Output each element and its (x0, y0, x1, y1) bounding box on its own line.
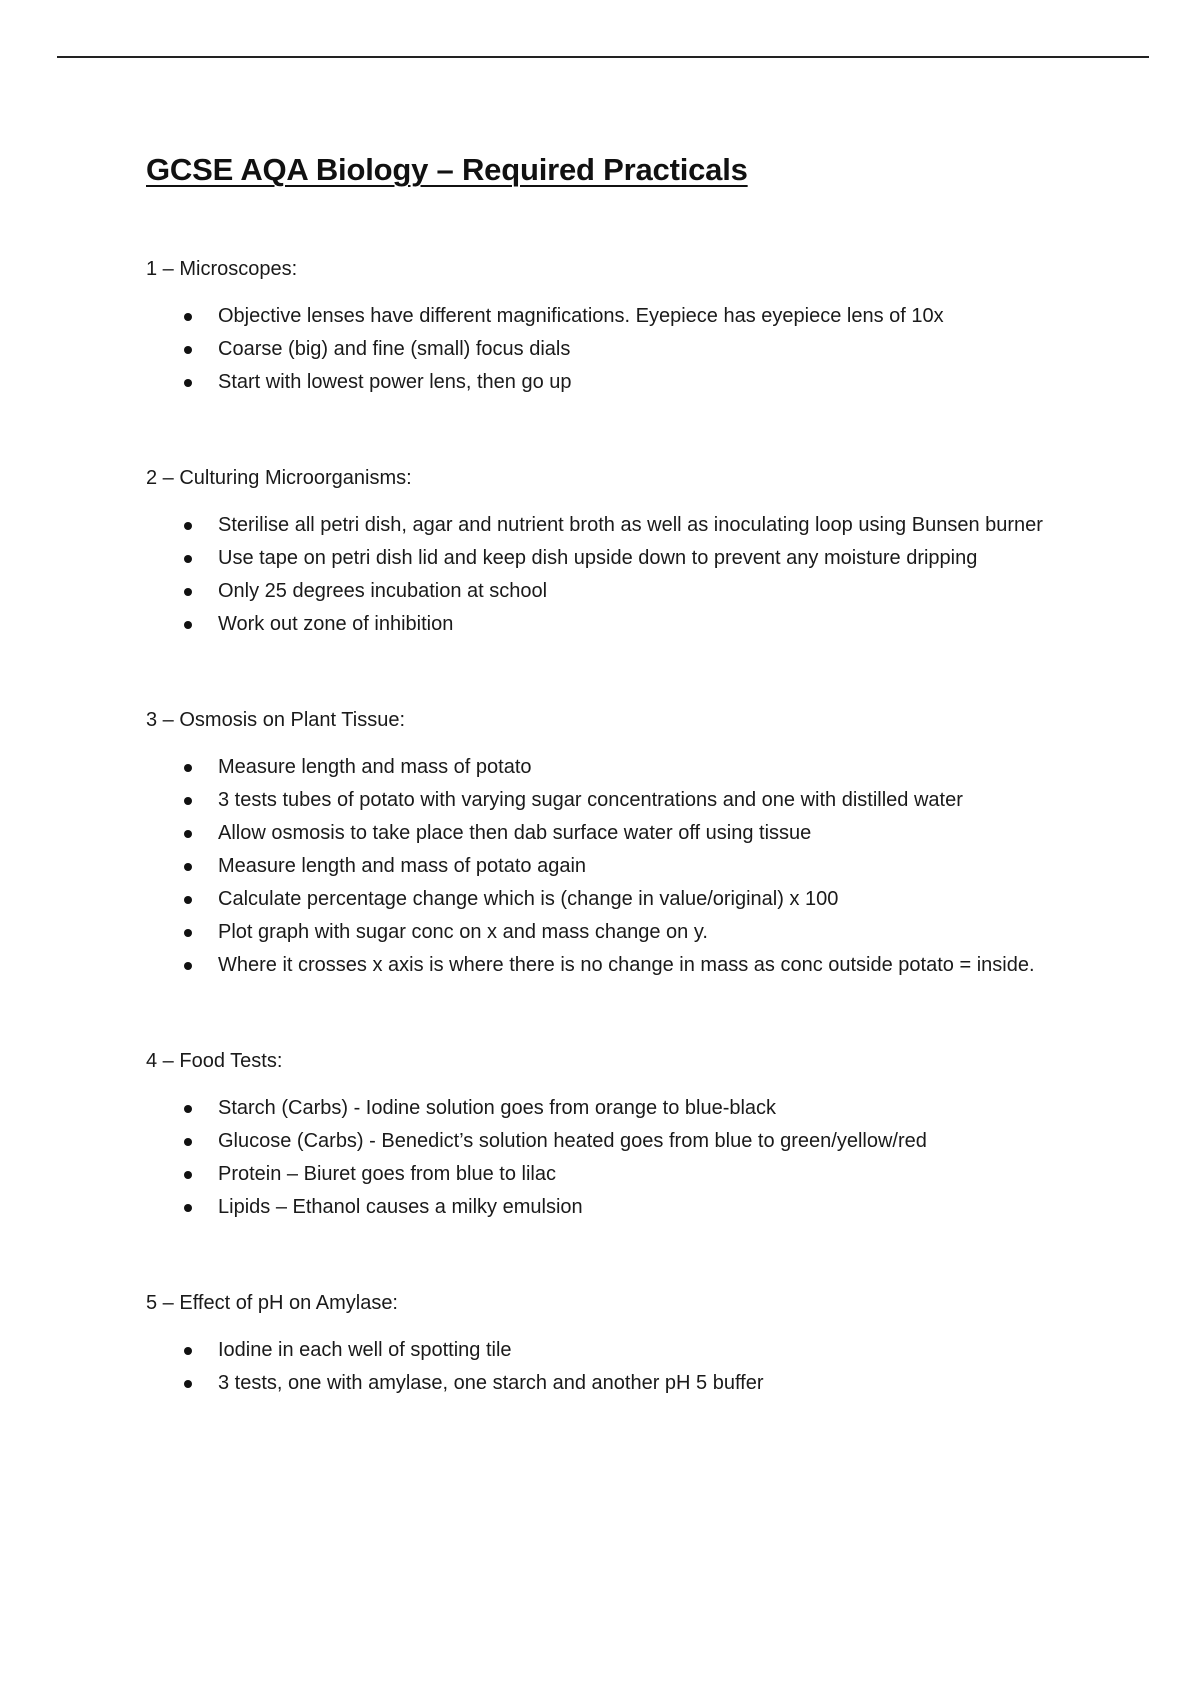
section-heading: 3 – Osmosis on Plant Tissue: (146, 709, 406, 731)
list-item: Start with lowest power lens, then go up (146, 366, 1086, 399)
list-item: Lipids – Ethanol causes a milky emulsion (146, 1191, 1086, 1224)
list-item: 3 tests, one with amylase, one starch and another pH 5 buffer (146, 1367, 1086, 1400)
list-item: Starch (Carbs) - Iodine solution goes from orange to blue-black (146, 1092, 1086, 1125)
bullet-icon (184, 621, 192, 629)
list-item: Calculate percentage change which is (change in value/original) x 100 (146, 883, 1086, 916)
document-body (146, 148, 1086, 1400)
list-item: Glucose (Carbs) - Benedict’s solution heated goes from blue to green/yellow/red (146, 1125, 1086, 1158)
section-food-tests (146, 1046, 1086, 1224)
list-item: Allow osmosis to take place then dab surface water off using tissue (146, 817, 1086, 850)
bullet-icon (184, 1380, 192, 1388)
bullet-icon (184, 313, 192, 321)
list-item: Sterilise all petri dish, agar and nutrient broth as well as inoculating loop using Bunsen burner (146, 509, 1086, 542)
bullet-icon (184, 863, 192, 871)
list-item: Objective lenses have different magnifications. Eyepiece has eyepiece lens of 10x (146, 300, 1086, 333)
bullet-icon (184, 797, 192, 805)
document-title: GCSE AQA Biology – Required Practicals (146, 152, 748, 187)
list-item: Protein – Biuret goes from blue to lilac (146, 1158, 1086, 1191)
list-item: Measure length and mass of potato (146, 751, 1086, 784)
bullet-icon (184, 764, 192, 772)
list-item: Iodine in each well of spotting tile (146, 1334, 1086, 1367)
list-item: Plot graph with sugar conc on x and mass change on y. (146, 916, 1086, 949)
bullet-icon (184, 1138, 192, 1146)
bullet-icon (184, 830, 192, 838)
section-ph-amylase (146, 1288, 1086, 1400)
section-heading: 1 – Microscopes: (146, 258, 298, 280)
list-item: Measure length and mass of potato again (146, 850, 1086, 883)
bullet-icon (184, 1204, 192, 1212)
bullet-list (146, 751, 1086, 982)
section-osmosis (146, 705, 1086, 982)
bullet-list (146, 509, 1086, 641)
bullet-icon (184, 522, 192, 530)
bullet-icon (184, 1171, 192, 1179)
bullet-icon (184, 929, 192, 937)
bullet-icon (184, 962, 192, 970)
bullet-icon (184, 555, 192, 563)
list-item: Use tape on petri dish lid and keep dish upside down to prevent any moisture dripping (146, 542, 1086, 575)
bullet-list (146, 300, 1086, 399)
bullet-icon (184, 346, 192, 354)
section-heading: 5 – Effect of pH on Amylase: (146, 1292, 398, 1314)
bullet-icon (184, 1105, 192, 1113)
list-item: Only 25 degrees incubation at school (146, 575, 1086, 608)
bullet-list (146, 1092, 1086, 1224)
bullet-icon (184, 588, 192, 596)
list-item: Work out zone of inhibition (146, 608, 1086, 641)
bullet-list (146, 1334, 1086, 1400)
section-culturing-microorganisms (146, 463, 1086, 641)
bullet-icon (184, 379, 192, 387)
header-rule (57, 56, 1149, 58)
list-item: 3 tests tubes of potato with varying sugar concentrations and one with distilled water (146, 784, 1086, 817)
list-item: Where it crosses x axis is where there is no change in mass as conc outside potato = inside. (146, 949, 1086, 982)
section-heading: 2 – Culturing Microorganisms: (146, 467, 412, 489)
bullet-icon (184, 1347, 192, 1355)
bullet-icon (184, 896, 192, 904)
list-item: Coarse (big) and fine (small) focus dials (146, 333, 1086, 366)
section-microscopes (146, 254, 1086, 399)
section-heading: 4 – Food Tests: (146, 1050, 283, 1072)
